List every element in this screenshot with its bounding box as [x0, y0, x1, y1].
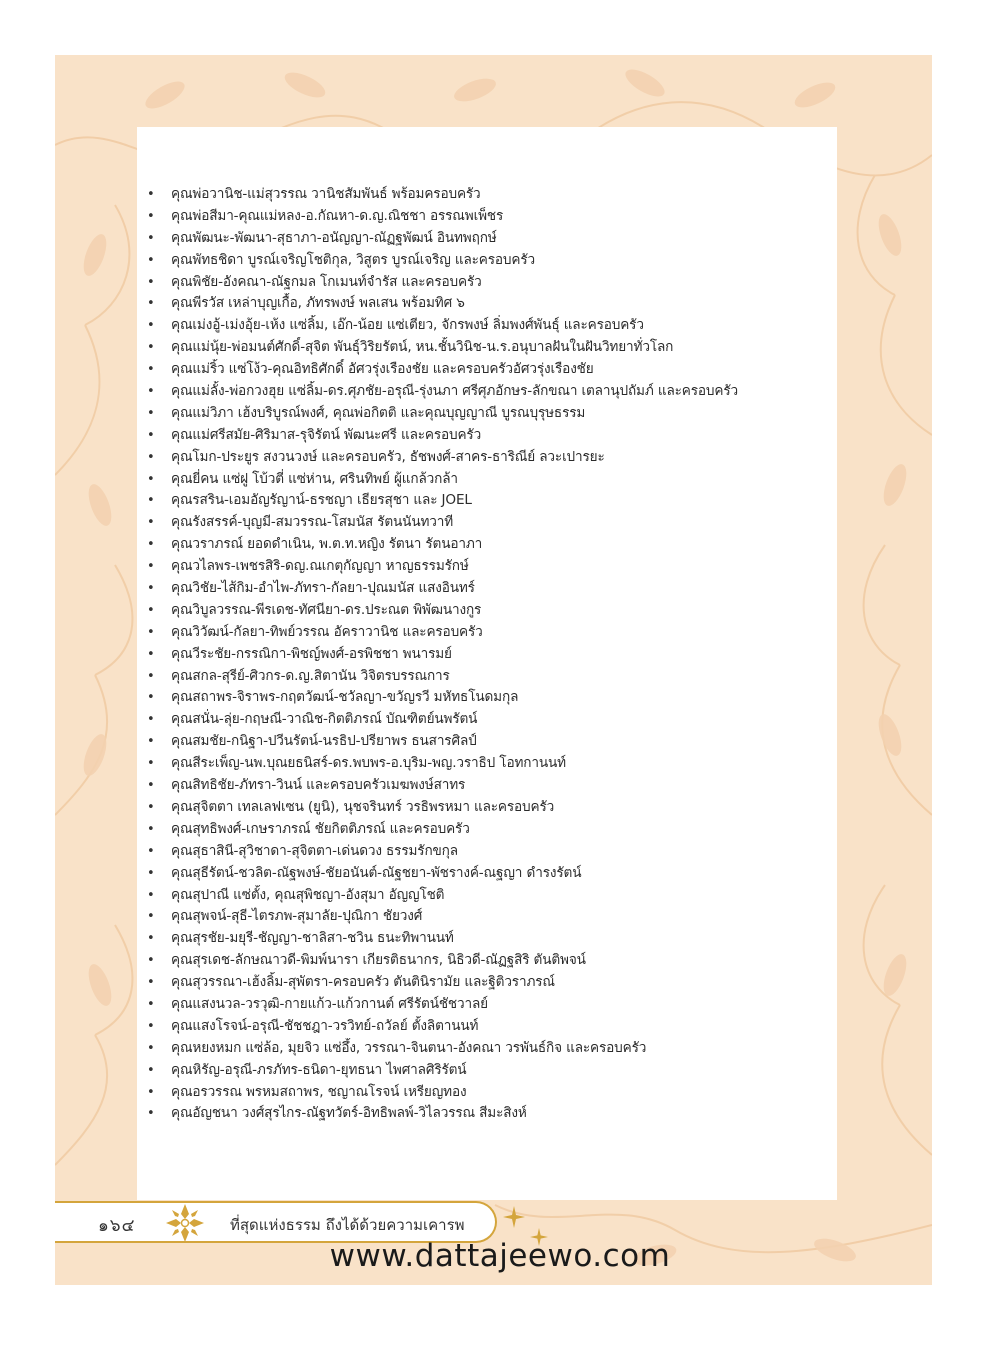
list-item [147, 972, 827, 994]
bullet-icon: • [147, 953, 155, 969]
donor-name: คุณสุรเดช-ลักษณาวดี-พิมพ์นารา เกียรติธนากร, นิธิวดี-ณัฏฐสิริ ตันติพจน์ [171, 952, 586, 969]
bullet-icon: • [147, 909, 155, 925]
bullet-icon: • [147, 362, 155, 378]
donor-name: คุณวิชัย-ไส้กิม-อำไพ-ภัทรา-กัลยา-ปุณมนัส แสงอินทร์ [171, 580, 475, 597]
donor-name: คุณพัทธชิดา บูรณ์เจริญโชติกุล, วิสูตร บูรณ์เจริญ และครอบครัว [171, 251, 535, 268]
bullet-icon: • [147, 208, 155, 224]
donor-name: คุณเม่งอู้-เม่งอุ้ย-เห้ง แซ่ลิ้ม, เอ๊ก-น้อย แซ่เตียว, จักรพงษ์ ลิ่มพงศ์พันธุ์ และครอบครัว [171, 317, 644, 334]
donor-name: คุณพัฒนะ-พัฒนา-สุธาภา-อนัญญา-ณัฏฐพัฒน์ อินทพฤกษ์ [171, 229, 497, 246]
bullet-icon: • [147, 931, 155, 947]
bullet-icon: • [147, 471, 155, 487]
donor-name: คุณรสริน-เอมอัญรัญาน์-ธรชญา เธียรสุชา และ JOEL [171, 492, 472, 509]
bullet-icon: • [147, 405, 155, 421]
list-item [147, 447, 827, 469]
donor-name: คุณวิบูลวรรณ-พีรเดช-ทัศนียา-ดร.ประณต พิพัฒนางกูร [171, 601, 482, 618]
donor-name: คุณแม่วิภา เฮ้งบริบูรณ์พงศ์, คุณพ่อกิตติ และคุณบุญญาณี บูรณบุรุษธรรม [171, 404, 586, 421]
donor-name: คุณสุรชัย-มยุรี-ชัญญา-ชาลิสา-ชวิน ธนะทิพานนท์ [171, 930, 454, 947]
donor-name: คุณวไลพร-เพชรสิริ-ดญ.ณเกตุกัญญา หาญธรรมรักษ์ [171, 558, 469, 575]
bullet-icon: • [147, 734, 155, 750]
bullet-icon: • [147, 646, 155, 662]
bullet-icon: • [147, 449, 155, 465]
donor-name: คุณแม่ริ้ว แซ่โง้ว-คุณอิทธิศักดิ์ อัศวรุ่งเรืองชัย และครอบครัวอัศวรุ่งเรืองชัย [171, 361, 594, 378]
donor-name: คุณหิรัญ-อรุณี-ภรภัทร-ธนิดา-ยุทธนา ไพศาลศิริรัตน์ [171, 1061, 467, 1078]
donor-name: คุณสุธีรัตน์-ชวลิต-ณัฐพงษ์-ชัยอนันต์-ณัฐชยา-พัชรางค์-ณฐญา ดำรงรัตน์ [171, 864, 582, 881]
bullet-icon: • [147, 187, 155, 202]
donor-name: คุณสุทธิพงศ์-เกษราภรณ์ ชัยกิตติภรณ์ และครอบครัว [171, 820, 470, 837]
page-number: ๑๖๔ [98, 1216, 136, 1236]
list-item [147, 797, 827, 819]
list-item [147, 753, 827, 775]
bullet-icon: • [147, 778, 155, 794]
donor-name: คุณสกล-สุรีย์-ศิวกร-ด.ญ.สิตานัน วิจิตรบรรณการ [171, 667, 450, 684]
bullet-icon: • [147, 712, 155, 728]
bullet-icon: • [147, 843, 155, 859]
list-item [147, 1060, 827, 1082]
list-item [147, 228, 827, 250]
list-item [147, 731, 827, 753]
list-item [147, 512, 827, 534]
bullet-icon: • [147, 1062, 155, 1078]
donor-name: คุณสุวรรณา-เฮ้งลิ้ม-สุพัตรา-ครอบครัว ตันตินิรามัย และฐิติวราภรณ์ [171, 974, 555, 991]
list-item [147, 490, 827, 512]
donor-name: คุณสุปาณี แซ่ตั้ง, คุณสุพิชญา-อังสุมา อัญญโชติ [171, 886, 445, 903]
bullet-icon: • [147, 975, 155, 991]
bullet-icon: • [147, 1040, 155, 1056]
bullet-icon: • [147, 602, 155, 618]
list-item [147, 315, 827, 337]
list-item [147, 709, 827, 731]
list-item [147, 906, 827, 928]
list-item [147, 863, 827, 885]
list-item [147, 775, 827, 797]
sparkle-icon [503, 1206, 525, 1228]
bullet-icon: • [147, 318, 155, 334]
donor-name: คุณแสงโรจน์-อรุณี-ชัชชฎา-วรวิทย์-ถวัลย์ ตั้งลิตานนท์ [171, 1017, 479, 1034]
list-item [147, 293, 827, 315]
bullet-icon: • [147, 274, 155, 290]
list-item [147, 359, 827, 381]
list-item [147, 687, 827, 709]
list-item [147, 950, 827, 972]
list-item [147, 272, 827, 294]
bullet-icon: • [147, 559, 155, 575]
donor-name: คุณพิชัย-อังคณา-ณัฐกมล โกเมนท์จำรัส และครอบครัว [171, 273, 482, 290]
donor-name: คุณสนั่น-ลุ่ย-กฤษณี-วาณิช-กิตติภรณ์ บัณฑิตย์นพรัตน์ [171, 711, 478, 728]
donor-name: คุณพ่อสีมา-คุณแม่หลง-อ.กัณหา-ด.ญ.ณิชชา อรรณพเพ็ชร [171, 207, 504, 224]
footer-title: ที่สุดแห่งธรรม ถึงได้ด้วยความเคารพ [230, 1216, 465, 1234]
list-item [147, 184, 827, 206]
list-item [147, 622, 827, 644]
list-item [147, 600, 827, 622]
bullet-icon: • [147, 1084, 155, 1100]
list-item [147, 1082, 827, 1104]
donor-name: คุณแม่ลั้ง-พ่อกวงฮุย แซ่ลิ้ม-ดร.ศุภชัย-อรุณี-รุ่งนภา ศรีศุภอักษร-ลักขณา เตลานุปถัมภ์ และครอบครัว [171, 383, 738, 400]
donor-name: คุณแม่นุ้ย-พ่อมนต์ศักดิ์-สุจิต พันธุ์วิริยรัตน์, หน.ชั้นวินิช-น.ร.อนุบาลฝันในฝันวิทยาทั่วโลก [171, 339, 674, 356]
donor-name: คุณสถาพร-จิราพร-กฤตวัฒน์-ชวัลญา-ขวัญรวี มหัทธโนดมกุล [171, 689, 519, 706]
bullet-icon: • [147, 690, 155, 706]
donor-name: คุณสุพจน์-สุธี-ไตรภพ-สุมาลัย-ปุณิกา ชัยวงศ์ [171, 908, 423, 925]
list-item [147, 337, 827, 359]
list-item [147, 666, 827, 688]
list-item [147, 403, 827, 425]
bullet-icon: • [147, 581, 155, 597]
donor-name: คุณสมชัย-กนิฐา-ปวีนรัตน์-นรธิป-ปรียาพร ธนสารศิลป์ [171, 733, 477, 750]
bullet-icon: • [147, 1106, 155, 1122]
list-item [147, 1103, 827, 1125]
list-item [147, 206, 827, 228]
donor-name: คุณยี่คน แซ่ฝู โบ้วตี่ แซ่ห่าน, ศรินทิพย์ ผู้แกล้วกล้า [171, 470, 458, 487]
donor-name: คุณสุจิตตา เทลเลฟเซน (ยูนิ), นุชจรินทร์ วรธิพรหมา และครอบครัว [171, 798, 555, 815]
bullet-icon: • [147, 384, 155, 400]
bullet-icon: • [147, 865, 155, 881]
bullet-icon: • [147, 668, 155, 684]
website-url: www.dattajeewo.com [329, 1238, 671, 1274]
donor-name: คุณหยงหมก แซ่ล้อ, มุยจิว แซ่อึ้ง, วรรณา-จินตนา-อังคณา วรพันธ์กิจ และครอบครัว [171, 1039, 647, 1056]
list-item [147, 534, 827, 556]
list-item [147, 928, 827, 950]
list-item [147, 469, 827, 491]
bullet-icon: • [147, 821, 155, 837]
list-item [147, 1016, 827, 1038]
bullet-icon: • [147, 799, 155, 815]
bullet-icon: • [147, 252, 155, 268]
bullet-icon: • [147, 996, 155, 1012]
donor-name-list [147, 184, 827, 1125]
bullet-icon: • [147, 515, 155, 531]
donor-name: คุณวิวัฒน์-กัลยา-ทิพย์วรรณ อัคราวานิช และครอบครัว [171, 623, 483, 640]
donor-name: คุณโมก-ประยูร สงวนวงษ์ และครอบครัว, ธัชพงศ์-สาคร-ธาริณีย์ ลวะเปารยะ [171, 448, 605, 465]
donor-name: คุณพีรวัส เหล่าบุญเกื้อ, ภัทรพงษ์ พลเสน พร้อมทิศ ๖ [171, 295, 465, 312]
donor-name: คุณรังสรรค์-บุญมี-สมวรรณ-โสมนัส รัตนนันทวาที [171, 514, 454, 531]
list-item [147, 381, 827, 403]
list-item [147, 819, 827, 841]
list-item [147, 556, 827, 578]
list-item [147, 250, 827, 272]
bullet-icon: • [147, 887, 155, 903]
bullet-icon: • [147, 493, 155, 509]
list-item [147, 1038, 827, 1060]
bullet-icon: • [147, 296, 155, 312]
list-item [147, 578, 827, 600]
bullet-icon: • [147, 537, 155, 553]
list-item [147, 644, 827, 666]
bullet-icon: • [147, 624, 155, 640]
list-item [147, 994, 827, 1016]
donor-name: คุณแม่ศรีสมัย-ศิริมาส-รุจิรัตน์ พัฒนะศรี และครอบครัว [171, 426, 482, 443]
donor-name: คุณสีระเพ็ญ-นพ.บุณยธนิสร์-ดร.พบพร-อ.บุริม-พญ.วราธิป โอทกานนท์ [171, 755, 566, 772]
donor-name: คุณสุธาสินี-สุวิชาดา-สุจิตตา-เด่นดวง ธรรมรักขกุล [171, 842, 458, 859]
bullet-icon: • [147, 340, 155, 356]
donor-name: คุณแสงนวล-วรวุฒิ-กายแก้ว-แก้วกานต์ ศรีรัตน์ชัชวาลย์ [171, 995, 488, 1012]
list-item [147, 885, 827, 907]
donor-name: คุณวีระชัย-กรรณิกา-พิชญ์พงศ์-อรพิชชา พนารมย์ [171, 645, 452, 662]
donor-name: คุณอัญชนา วงศ์สุรไกร-ณัฐทวัตร์-อิทธิพลพ์-วิไลวรรณ สีมะสิงห์ [171, 1105, 527, 1122]
donor-name: คุณอรวรรณ พรหมสถาพร, ชญาณโรจน์ เหรียญทอง [171, 1083, 467, 1100]
donor-name: คุณพ่อวานิช-แม่สุวรรณ วานิชสัมพันธ์ พร้อมครอบครัว [171, 186, 481, 202]
donor-name: คุณวราภรณ์ ยอดดำเนิน, พ.ต.ท.หญิง รัตนา รัตนอาภา [171, 536, 483, 553]
bullet-icon: • [147, 230, 155, 246]
bullet-icon: • [147, 1018, 155, 1034]
list-item [147, 425, 827, 447]
donor-name: คุณสิทธิชัย-ภัทรา-วินน์ และครอบครัวเมฆพงษ์สาทร [171, 777, 466, 794]
bullet-icon: • [147, 427, 155, 443]
list-item [147, 841, 827, 863]
bullet-icon: • [147, 756, 155, 772]
